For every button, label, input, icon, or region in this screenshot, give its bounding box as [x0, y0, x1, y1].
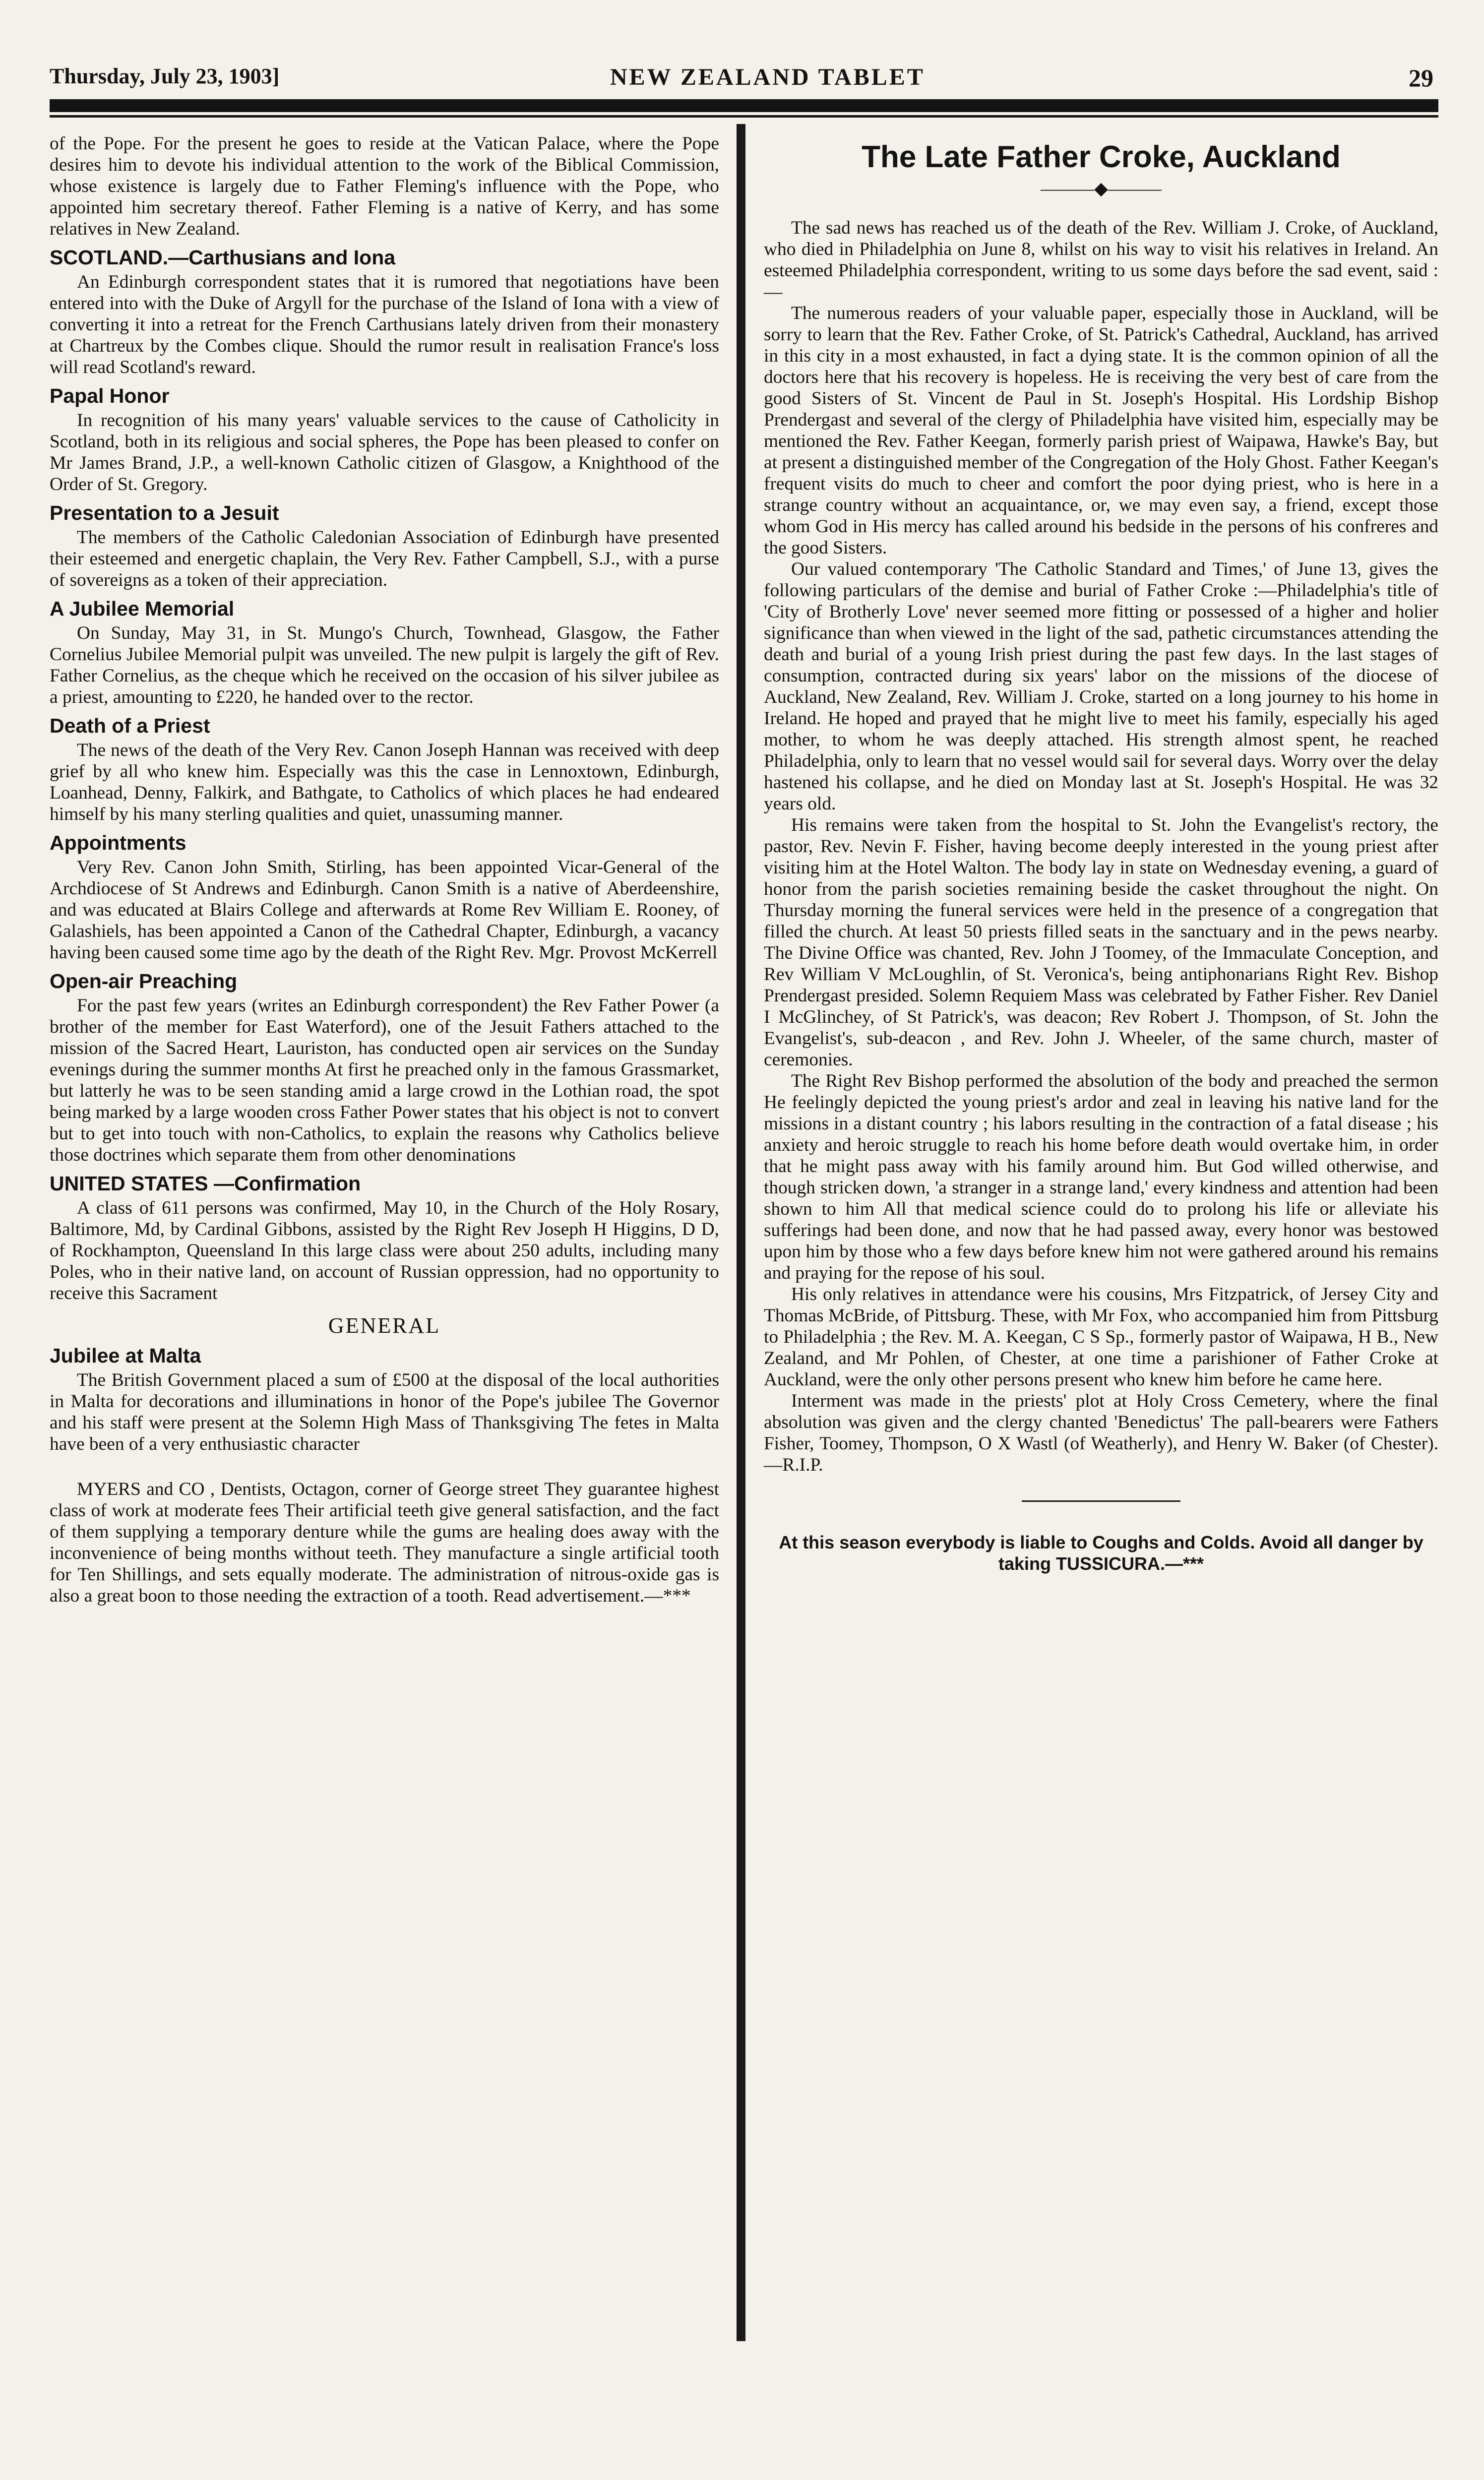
issue-date: Thursday, July 23, 1903]: [50, 64, 280, 88]
article-body: The numerous readers of your valuable paper, especially those in Auckland, will be sorry to learn that the Rev. Father Croke, of St. Patrick's Cathedral, Auckland, has arrived in this city in a most exhausted, in fact a dying state. It is the common opinion of all the doctors here that his recovery is hopeless. He is receiving the very best of care from the good Sisters of St. Vincent de Paul in St. Joseph's Hospital. His Lordship Bishop Prendergast and several of the clergy of Philadelphia have visited him, especially may be mentioned the Rev. Father Keegan, formerly parish priest of Waipawa, Hawke's Bay, but at present a distinguished member of the Congregation of the Holy Ghost. Father Keegan's frequent visits do much to cheer and comfort the poor dying priest, who is here in a strange country without an acquaintance, or, we may even say, a friend, except those whom God in His mercy has called around his bedside in the persons of his confreres and the good Sisters.: [764, 303, 1438, 558]
masthead-rule: [50, 99, 1438, 112]
title-ornament: ———◆———: [1041, 179, 1162, 198]
section-heading-open-air-preaching: Open-air Preaching: [50, 970, 238, 992]
publication-title: NEW ZEALAND TABLET: [610, 64, 925, 90]
dentist-advert: [50, 1479, 719, 1607]
article-body: The British Government placed a sum of £500 at the disposal of the local authorities in Malta for decorations and illuminations in honor of the Pope's jubilee The Governor and his staff were present at the Solemn High Mass of Thanksgiving The fetes in Malta have been of a very enthusiastic character: [50, 1370, 719, 1454]
article-title: The Late Father Croke, Auckland: [862, 140, 1341, 174]
article-body: The members of the Catholic Caledonian Association of Edinburgh have presented their esteemed and energetic chaplain, the Very Rev. Father Campbell, S.J., with a purse of sovereigns as a token of their appreciation.: [50, 527, 719, 590]
article-body: The sad news has reached us of the death of the Rev. William J. Croke, of Auckland, who died in Philadelphia on June 8, whilst on his way to visit his relatives in Ireland. An esteemed Philadelphia correspondent, writing to us some days before the sad event, said :—: [764, 218, 1438, 302]
column-divider: [737, 124, 745, 2341]
section-heading-scotland: SCOTLAND.—Carthusians and Iona: [50, 246, 396, 269]
masthead: [50, 59, 1438, 98]
article-body: In recognition of his many years' valuable services to the cause of Catholicity in Scotland, both in its religious and social spheres, the Pope has been pleased to confer on Mr James Brand, J.P., a well-known Catholic citizen of Glasgow, a Knighthood of the Order of St. Gregory.: [50, 410, 719, 495]
advert-text: MYERS and CO , Dentists, Octagon, corner of George street They guarantee highest class of work at moderate fees Their artificial teeth give general satisfaction, and the fact of them supplying a temporary denture while the gums are healing does away with the inconvenience of being months without teeth. They manufacture a single artificial tooth for Ten Shillings, and sets equally moderate. The administration of nitrous-oxide gas is also a great boon to those needing the extraction of a tooth. Read advertisement.—***: [50, 1479, 719, 1606]
section-heading-united-states: UNITED STATES —Confirmation: [50, 1172, 361, 1195]
section-heading-jesuit: Presentation to a Jesuit: [50, 501, 279, 524]
section-heading-death-of-priest: Death of a Priest: [50, 714, 210, 737]
section-heading-jubilee-memorial: A Jubilee Memorial: [50, 597, 235, 620]
article-body: A class of 611 persons was confirmed, May 10, in the Church of the Holy Rosary, Baltimore, Md, by Cardinal Gibbons, assisted by the Right Rev Joseph H Higgins, D D, of Rockhampton, Queensland In this large class were about 250 adults, including many Poles, who in their native land, on account of Russian oppression, had no opportunity to receive this Sacrament: [50, 1198, 719, 1303]
section-heading-general: GENERAL: [328, 1313, 441, 1338]
closing-rule: [1022, 1500, 1180, 1502]
article-body: Interment was made in the priests' plot at Holy Cross Cemetery, where the final absolution was given and the clergy chanted 'Benedictus' The pall-bearers were Fathers Fisher, Toomey, Thompson, O X Wastl (of Weatherly), and Henry W. Baker (of Chester).—R.I.P.: [764, 1391, 1438, 1475]
article-body: For the past few years (writes an Edinburgh correspondent) the Rev Father Power (a brother of the member for East Waterford), one of the Jesuit Fathers attached to the mission of the Sacred Heart, Lauriston, has conducted open air services on the Sunday evenings during the summer months At first he preached only in the famous Grassmarket, but latterly he was to be seen standing amid a large crowd in the Lothian road, the spot being marked by a large wooden cross Father Power states that his object is not to convert but to get into touch with non-Catholics, to explain the reasons why Catholics believe those doctrines which separate them from other denominations: [50, 995, 719, 1165]
section-heading-papal-honor: Papal Honor: [50, 384, 170, 407]
article-body: His remains were taken from the hospital to St. John the Evangelist's rectory, the pastor, Rev. Nevin F. Fisher, having become deeply interested in the young priest after visiting him at the Hotel Walton. The body lay in state on Wednesday evening, a guard of honor from the parish societies remaining beside the casket throughout the night. On Thursday morning the funeral services were held in the presence of a congregation that filled the church. At least 50 priests filled seats in the sanctuary and in the pews nearby. The Divine Office was chanted, Rev. John J Toomey, of the Immaculate Conception, and Rev William V McLoughlin, of St. Veronica's, being antiphonarians Right Rev. Bishop Prendergast presided. Solemn Requiem Mass was celebrated by Father Fisher. Rev Daniel I McGlinchey, of St Patrick's, was deacon; Rev Robert J. Thompson, of St. John the Evangelist's, sub-deacon , and Rev. John J. Wheeler, of the same church, master of ceremonies.: [764, 815, 1438, 1070]
article-body: Our valued contemporary 'The Catholic Standard and Times,' of June 13, gives the following particulars of the demise and burial of Father Croke :—Philadelphia's title of 'City of Brotherly Love' never seemed more fitting or possessed of a higher and holier significance than when viewed in the light of the sad, pathetic circumstances attending the death and burial of a young Irish priest during the past few days. In the last stages of consumption, contracted during six years' labor on the missions of the diocese of Auckland, New Zealand, Rev. William J. Croke, started on a long journey to his home in Ireland. He hoped and prayed that he might live to meet his family, especially his aged mother, to whom he was deeply attached. His strength almost spent, he reached Philadelphia, only to learn that no vessel would sail for several days. Worry over the delay hastened his collapse, and he died on Monday last at St. Joseph's Hospital. He was 32 years old.: [764, 559, 1438, 814]
page-number: 29: [1409, 64, 1433, 92]
section-heading-jubilee-malta: Jubilee at Malta: [50, 1344, 201, 1367]
article-body: His only relatives in attendance were his cousins, Mrs Fitzpatrick, of Jersey City and Thomas McBride, of Pittsburg. These, with Mr Fox, who accompanied him from Pittsburg to Philadelphia ; the Rev. M. A. Keegan, C S Sp., formerly pastor of Waipawa, H B., New Zealand, and Mr Pohlen, of Chester, at one time a parishioner of Father Croke at Auckland, were the only other persons present who knew him before he came here.: [764, 1284, 1438, 1390]
article-body: The news of the death of the Very Rev. Canon Joseph Hannan was received with deep grief by all who knew him. Especially was this the case in Lennoxtown, Edinburgh, Loanhead, Denny, Falkirk, and Bathgate, to Catholics of which places he had endeared himself by his many sterling qualities and quiet, unassuming manner.: [50, 740, 719, 824]
left-column: [50, 133, 719, 1607]
tussicura-notice: At this season everybody is liable to Coughs and Colds. Avoid all danger by taking TUSSICURA.—***: [779, 1532, 1423, 1574]
article-body: The Right Rev Bishop performed the absolution of the body and preached the sermon He feelingly depicted the young priest's ardor and zeal in leaving his native land for the missions in a distant country ; his labors resulting in the contraction of a fatal disease ; his anxiety and heroic struggle to reach his home before death would overtake him, in order that he might pass away with his family around him. But God willed otherwise, and though stricken down, 'a stranger in a strange land,' every kindness and attention had been shown to him All that medical science could do to prolong his life or alleviate his sufferings had been done, and now that he had passed away, every honor was bestowed upon him by those who a few days before knew him not were gathered around his remains and praying for the repose of his soul.: [764, 1071, 1438, 1283]
article-body: An Edinburgh correspondent states that it is rumored that negotiations have been entered into with the Duke of Argyll for the purchase of the Island of Iona with a view of converting it into a retreat for the French Carthusians lately driven from their monastery at Chartreux by the Combes clique. Should the rumor result in realisation France's loss will read Scotland's reward.: [50, 272, 719, 377]
masthead-rule-thin: [50, 115, 1438, 118]
article-body: On Sunday, May 31, in St. Mungo's Church, Townhead, Glasgow, the Father Cornelius Jubilee Memorial pulpit was unveiled. The new pulpit is largely the gift of Rev. Father Cornelius, as the cheque which he received on the occasion of his silver jubilee as a priest, amounting to £220, he handed over to the rector.: [50, 623, 719, 707]
section-heading-appointments: Appointments: [50, 831, 186, 854]
right-column: [764, 133, 1438, 1574]
article-body: Very Rev. Canon John Smith, Stirling, has been appointed Vicar-General of the Archdiocese of St Andrews and Edinburgh. Canon Smith is a native of Aberdeenshire, and was educated at Blairs College and afterwards at Rome Rev William E. Rooney, of Galashiels, has been appointed a Canon of the Cathedral Chapter, Edinburgh, a vacancy having been caused some time ago by the death of the Right Rev. Mgr. Provost McKerrell: [50, 857, 719, 963]
article-continuation: of the Pope. For the present he goes to reside at the Vatican Palace, where the Pope desires him to devote his individual attention to the work of the Biblical Commission, whose existence is largely due to Father Fleming's influence with the Pope, who appointed him secretary thereof. Father Fleming is a native of Kerry, and has some relatives in New Zealand.: [50, 133, 719, 239]
